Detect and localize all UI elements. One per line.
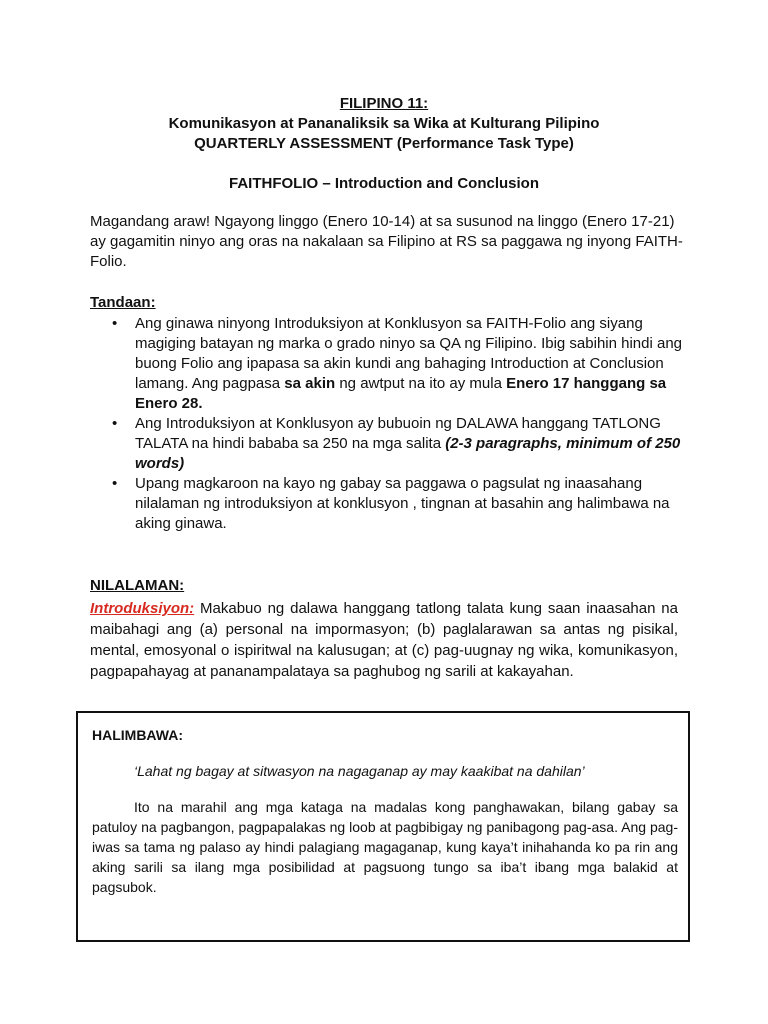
halimbawa-box (76, 711, 690, 942)
nilalaman-text: Makabuo ng dalawa hanggang tatlong talata kung saan inaasahan na maibahagi ang (a) personal na impormasyon; (b) paglalarawan sa antas ng pisikal, mental, emosyonal o ispiritwal na kalusugan; at (c) pag-uugnay ng wika, komunikasyon, pagpapahayag at pananampalataya sa paghubog ng sarili at kakayahan. (90, 600, 678, 680)
nilalaman-heading: NILALAMAN: (90, 577, 185, 594)
intro-paragraph: Magandang araw! Ngayong linggo (Enero 10-14) at sa susunod na linggo (Enero 17-21) ay gagamitin ninyo ang oras na nakalaan sa Filipino at RS sa paggawa ng inyong FAITH-Folio. (90, 213, 683, 270)
document-header (0, 94, 768, 154)
bullet-bold-text: Enero 17 hanggang sa Enero 28. (135, 375, 667, 412)
list-item (90, 314, 690, 414)
tandaan-list (90, 314, 690, 534)
subject-title: Komunikasyon at Pananaliksik sa Wika at Kulturang Pilipino (168, 115, 600, 132)
bullet-icon: • (112, 415, 118, 432)
halimbawa-paragraph: Ito na marahil ang mga kataga na madalas kong panghawakan, bilang gabay sa patuloy na pagbangon, pagpapalakas ng loob at pagbibigay ng panibagong pag-asa. Ang pag-iwas sa tama ng palaso ay hindi palagiang magaganap, kung kaya’t inihahanda ko pa rin ang aking sarili sa ilang mga posibilidad at pagsuong tungo sa iba’t ibang mga balakid at pagsubok. (92, 799, 678, 895)
course-title: FILIPINO 11: (339, 95, 429, 112)
bullet-icon: • (112, 475, 118, 492)
bullet-bold-text: sa akin (284, 375, 336, 392)
task-subtitle: FAITHFOLIO – Introduction and Conclusion (229, 175, 539, 192)
bullet-text: Ang ginawa ninyong Introduksiyon at Konklusyon sa FAITH-Folio ang siyang magiging batayan ng marka o grado ninyo sa QA ng Filipino. Ibig sabihin hindi ang buong Folio ang ipapasa sa akin kundi ang bahaging Introduction at Conclusion lamang. Ang pagpasa (135, 315, 683, 392)
halimbawa-heading: HALIMBAWA: (92, 727, 183, 743)
halimbawa-quote: ‘Lahat ng bagay at sitwasyon na nagaganap ay may kaakibat na dahilan’ (134, 763, 585, 779)
bullet-text: Ang Introduksiyon at Konklusyon ay bubuoin ng DALAWA hanggang TATLONG TALATA na hindi bababa sa 250 na mga salita (135, 415, 661, 452)
tandaan-heading: Tandaan: (90, 294, 156, 311)
list-item (90, 474, 690, 534)
bullet-text: Upang magkaroon na kayo ng gabay sa paggawa o pagsulat ng inaasahang nilalaman ng introduksiyon at konklusyon , tingnan at basahin ang halimbawa na aking ginawa. (135, 475, 670, 532)
nilalaman-paragraph (90, 598, 678, 682)
bullet-bold-italic-text: (2-3 paragraphs, minimum of 250 words) (135, 435, 681, 472)
assessment-title: QUARTERLY ASSESSMENT (Performance Task Type) (194, 135, 574, 152)
bullet-text: ng awtput na ito ay mula (335, 375, 507, 392)
bullet-icon: • (112, 315, 118, 332)
list-item (90, 414, 690, 474)
introduksiyon-label: Introduksiyon: (90, 600, 195, 617)
